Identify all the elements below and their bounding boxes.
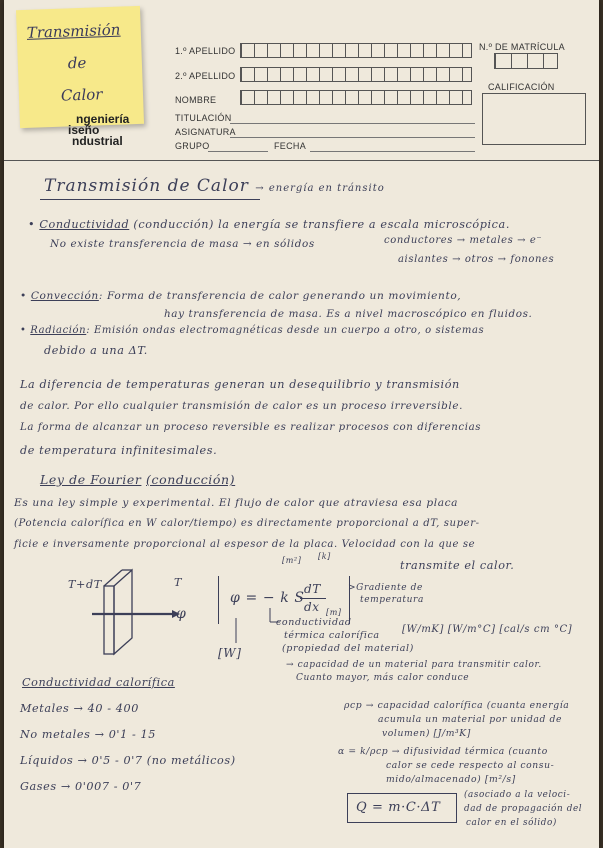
para-line-2: de calor. Por ello cualquier transmisión de calor es un proceso irreversible.	[20, 400, 463, 412]
calificacion-label: CALIFICACIÓN	[488, 82, 555, 92]
diag-phi: φ	[176, 606, 187, 622]
fourier-line-1: Es una ley simple y experimental. El flujo de calor que atraviesa esa placa	[14, 497, 459, 509]
exam-sheet	[4, 0, 599, 848]
gradiente-label-2: temperatura	[360, 595, 424, 605]
plate-front	[104, 586, 114, 654]
k-label-2: térmica calorífica	[284, 630, 380, 641]
cond-branch-2: aislantes → otros → fonones	[398, 254, 555, 265]
k-def-2: Cuanto mayor, más calor conduce	[296, 673, 470, 683]
rad-text: : Emisión ondas electromagnéticas desde un cuerpo a otro, o sistemas	[86, 325, 485, 336]
conv-label: Convección	[30, 290, 99, 302]
notes-title	[44, 176, 385, 196]
fourier-heading	[40, 472, 235, 487]
para-line-1: La diferencia de temperaturas generan un desequilibrio y transmisión	[20, 378, 460, 391]
rhocp-line-1: ρcp → capacidad calorífica (cuanta energía	[344, 700, 570, 711]
unit-m2: [m²]	[282, 556, 302, 565]
rad-line-2: debido a una ΔT.	[44, 344, 148, 357]
table-row-metales: Metales → 40 - 400	[20, 702, 139, 715]
notes-title-main: Transmisión de Calor	[44, 176, 249, 196]
gradiente-text: Gradiente de	[356, 583, 423, 593]
logo-line-1: ngeniería	[76, 112, 130, 126]
heat-equation: Q = m·C·ΔT	[356, 800, 441, 815]
fourier-line-4: transmite el calor.	[400, 559, 515, 572]
fourier-title: Ley de Fourier	[40, 472, 142, 487]
plate-side	[114, 570, 132, 654]
unit-w: [W]	[218, 646, 242, 660]
apellido1-label: 1.º APELLIDO	[175, 46, 236, 56]
rhocp-line-2: acumula un material por unidad de	[378, 714, 563, 725]
fecha-line[interactable]	[310, 151, 475, 152]
k-label-1: conductividad	[276, 617, 352, 628]
k-label-3: (propiedad del material)	[282, 643, 414, 654]
unit-k: [k]	[318, 552, 331, 561]
sticky-line-2: de	[67, 53, 87, 73]
unit-m: [m]	[326, 608, 342, 617]
fecha-label: FECHA	[274, 141, 307, 151]
titulacion-line[interactable]	[230, 123, 475, 124]
alpha-line-6: calor en el sólido)	[466, 818, 557, 828]
apellido2-boxes[interactable]	[240, 67, 472, 82]
diag-left-label: T+dT	[68, 578, 102, 591]
rad-line-1: • Radiación: Emisión ondas electromagnéticas desde un cuerpo a otro, o sistemas	[20, 325, 485, 336]
nombre-label: NOMBRE	[175, 95, 217, 105]
rad-label: Radiación	[30, 325, 87, 336]
titulacion-label: TITULACIÓN	[175, 113, 232, 123]
title-underline	[40, 199, 260, 200]
fourier-line-3: ficie e inversamente proporcional al espesor de la placa. Velocidad con la que se	[14, 539, 476, 550]
asignatura-line[interactable]	[230, 137, 475, 138]
eq-frac-top: dT	[304, 582, 321, 596]
grupo-label: GRUPO	[175, 141, 210, 151]
alpha-line-2: calor se cede respecto al consu-	[386, 760, 555, 771]
cond-line-1: • Conductividad (conducción) la energía se transfiere a escala microscópica.	[28, 218, 510, 231]
conv-line-1: • Convección: Forma de transferencia de calor generando un movimiento,	[20, 290, 462, 302]
sticky-line-1: Transmisión	[26, 20, 121, 42]
table-row-gases: Gases → 0'007 - 0'7	[20, 780, 142, 793]
alpha-line-4: (asociado a la veloci-	[464, 790, 571, 800]
alpha-line-1: α = k/ρcp → difusividad térmica (cuanto	[338, 746, 548, 757]
logo-line-3: ndustrial	[72, 134, 123, 148]
alpha-line-3: mido/almacenado) [m²/s]	[386, 774, 516, 785]
conv-text: : Forma de transferencia de calor generando un movimiento,	[98, 290, 462, 302]
table-title: Conductividad calorífica	[22, 676, 175, 689]
matricula-label: N.º DE MATRÍCULA	[479, 42, 565, 52]
cond-line-2: No existe transferencia de masa → en sólidos	[50, 238, 315, 250]
k-units: [W/mK] [W/m°C] [cal/s cm °C]	[402, 624, 573, 635]
plate-top-edge	[104, 570, 122, 586]
apellido1-boxes[interactable]	[240, 43, 472, 58]
asignatura-label: ASIGNATURA	[175, 127, 236, 137]
notes-title-suffix: → energía en tránsito	[255, 183, 385, 194]
calificacion-box	[482, 93, 586, 145]
para-line-4: de temperatura infinitesimales.	[20, 444, 218, 457]
matricula-boxes[interactable]	[494, 53, 558, 69]
diag-right-label: T	[174, 576, 183, 589]
eq-main: φ = − k S	[230, 590, 305, 606]
cond-label: Conductividad	[39, 218, 130, 231]
sticky-line-3: Calor	[60, 85, 103, 105]
rhocp-line-3: volumen) [J/m³K]	[382, 728, 471, 739]
nombre-boxes[interactable]	[240, 90, 472, 105]
eq-frac-bot: dx	[304, 600, 320, 614]
alpha-line-5: dad de propagación del	[464, 804, 583, 814]
sticky-note	[16, 6, 144, 128]
apellido2-label: 2.º APELLIDO	[175, 71, 236, 81]
gradiente-label: >Gradiente de	[348, 583, 423, 593]
logo-line-2: iseño	[68, 123, 100, 137]
table-row-liquidos: Líquidos → 0'5 - 0'7 (no metálicos)	[20, 754, 236, 767]
grupo-line[interactable]	[208, 151, 268, 152]
fourier-sub: (conducción)	[146, 472, 236, 487]
cond-text: (conducción) la energía se transfiere a escala microscópica.	[133, 218, 510, 231]
header-divider	[4, 160, 599, 161]
para-line-3: La forma de alcanzar un proceso reversible es realizar procesos con diferencias	[20, 422, 482, 433]
fourier-line-2: (Potencia calorífica en W calor/tiempo) es directamente proporcional a dT, super-	[14, 518, 480, 529]
cond-branch-1: conductores → metales → e⁻	[384, 235, 543, 246]
logo	[60, 114, 129, 147]
k-def-1: → capacidad de un material para transmitir calor.	[286, 660, 542, 670]
table-row-no-metales: No metales → 0'1 - 15	[20, 728, 156, 741]
conv-line-2: hay transferencia de masa. Es a nivel macroscópico en fluidos.	[164, 308, 533, 320]
